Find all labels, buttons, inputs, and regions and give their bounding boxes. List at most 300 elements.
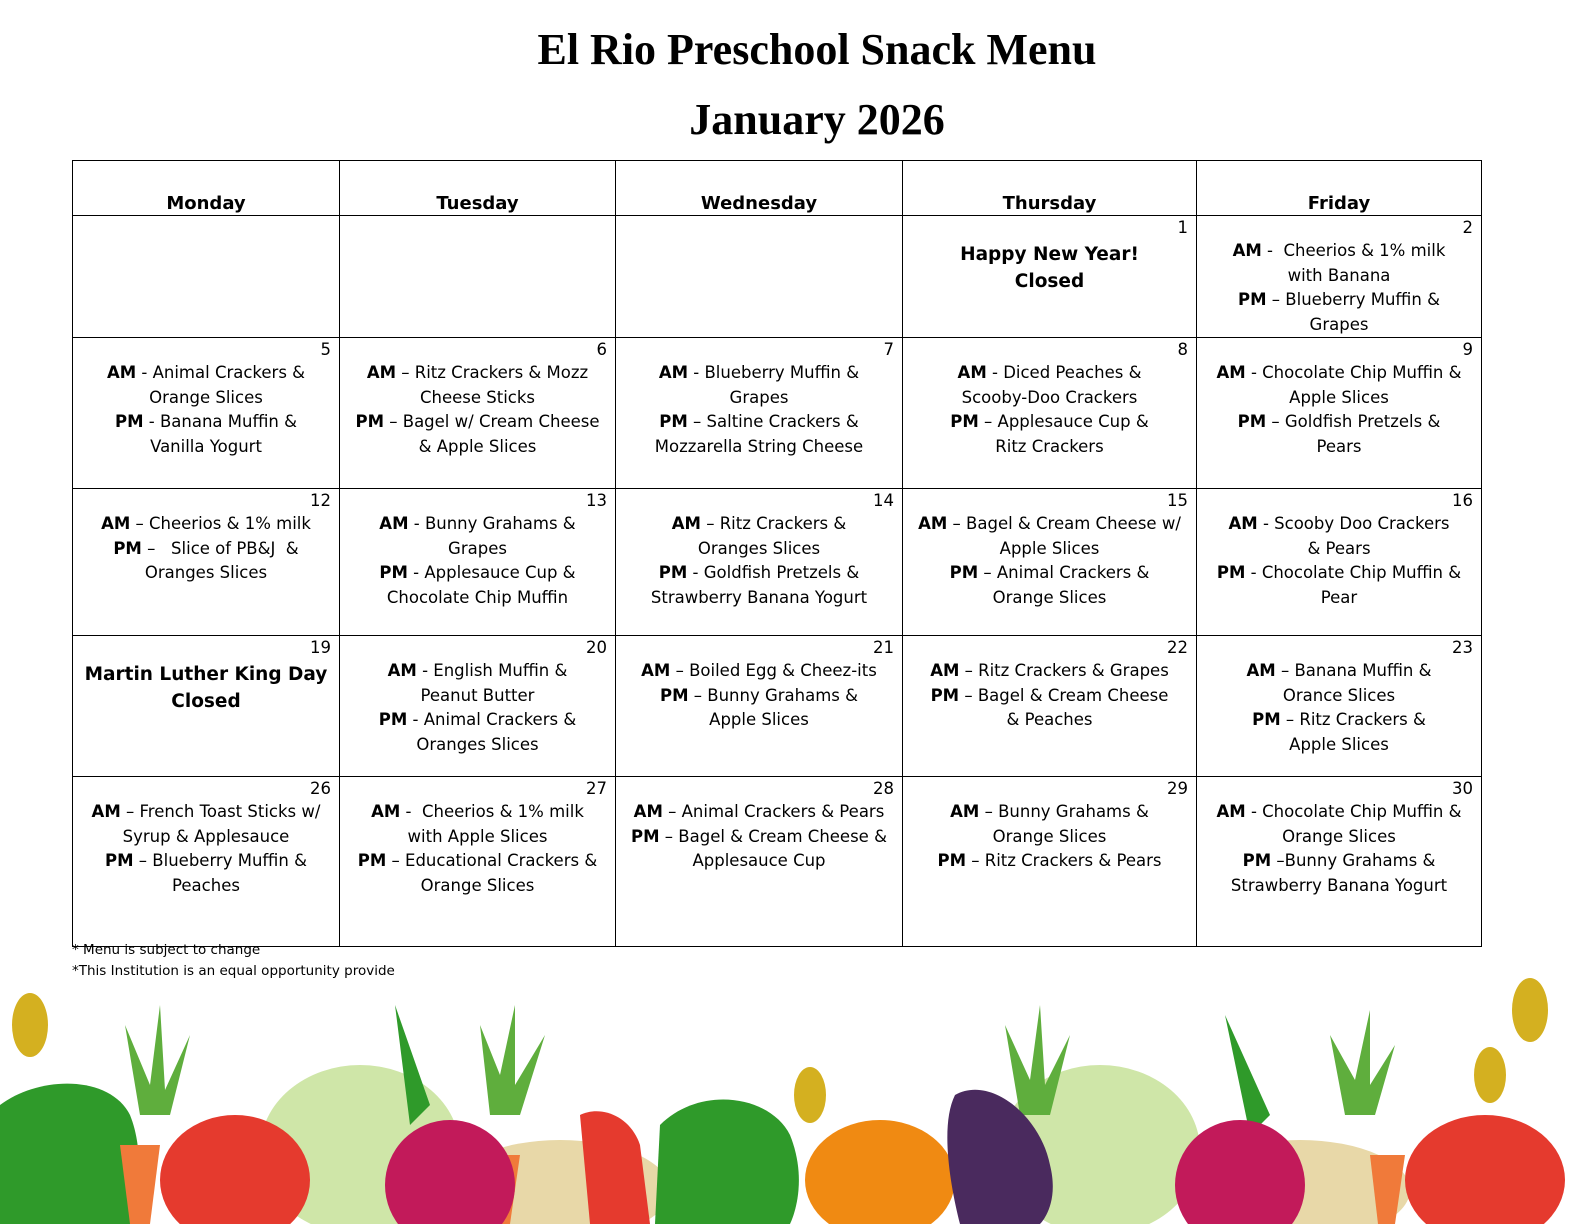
snack-line — [616, 825, 902, 850]
day-cell — [903, 216, 1197, 338]
snack-text: Chocolate Chip Muffin — [386, 587, 569, 607]
snack-line — [73, 800, 339, 825]
snack-text: - Bunny Grahams & — [408, 514, 576, 533]
meal-label: PM — [937, 851, 966, 870]
day-cell-inner — [616, 216, 902, 337]
snack-line — [616, 708, 902, 733]
meal-label: AM — [641, 661, 671, 680]
day-number: 7 — [883, 340, 894, 359]
meal-label: AM — [1228, 514, 1258, 533]
snack-line — [1197, 264, 1481, 289]
snack-line — [616, 361, 902, 386]
snack-line — [903, 386, 1196, 411]
snack-menu — [340, 636, 615, 757]
day-cell-inner — [903, 777, 1196, 946]
meal-label: PM — [379, 563, 408, 582]
snack-text: - English Muffin & — [416, 661, 568, 680]
snack-line — [903, 849, 1196, 874]
meal-label: AM — [101, 514, 131, 533]
snack-line — [340, 874, 615, 899]
snack-text: Orange Slices — [420, 875, 535, 895]
snack-text: - Chocolate Chip Muffin & — [1245, 563, 1462, 582]
snack-line — [903, 825, 1196, 850]
meal-label: PM — [1238, 290, 1267, 309]
snack-menu — [73, 489, 339, 586]
snack-line — [1197, 288, 1481, 313]
snack-menu — [1197, 489, 1481, 610]
snack-text: with Apple Slices — [407, 826, 548, 846]
snack-text: – Slice of PB&J & — [141, 538, 299, 558]
day-number: 1 — [1177, 218, 1188, 237]
day-cell-inner — [1197, 777, 1481, 946]
day-cell — [1197, 338, 1482, 489]
day-cell-inner — [73, 489, 339, 635]
day-cell — [1197, 777, 1482, 947]
snack-line — [340, 586, 615, 611]
snack-line — [73, 561, 339, 586]
snack-line — [340, 537, 615, 562]
snack-text: - Banana Muffin & — [143, 412, 297, 431]
snack-text: Cheese Sticks — [419, 387, 536, 407]
snack-text: – Banana Muffin & — [1275, 661, 1432, 680]
day-number: 21 — [873, 638, 894, 657]
snack-text: Strawberry Banana Yogurt — [1230, 875, 1448, 895]
snack-menu — [616, 489, 902, 610]
snack-line — [616, 537, 902, 562]
week-row — [73, 777, 1482, 947]
meal-label: PM — [949, 563, 979, 582]
day-cell-inner — [73, 216, 339, 337]
day-cell-inner — [903, 216, 1196, 337]
snack-line — [903, 512, 1196, 537]
snack-text: - Blueberry Muffin & — [688, 363, 860, 382]
snack-text: – Blueberry Muffin & — [133, 851, 307, 870]
snack-line — [340, 512, 615, 537]
snack-line — [340, 825, 615, 850]
day-cell-inner — [903, 489, 1196, 635]
day-cell — [340, 636, 616, 777]
snack-line — [1197, 561, 1481, 586]
meal-label: PM — [1216, 563, 1246, 582]
snack-text: – Bagel & Cream Cheese — [959, 685, 1169, 705]
day-cell-inner — [73, 338, 339, 488]
snack-line — [903, 708, 1196, 733]
snack-text: & Apple Slices — [418, 436, 537, 456]
closure-note-line: Martin Luther King Day — [84, 664, 328, 685]
day-cell — [616, 216, 903, 338]
day-cell — [340, 777, 616, 947]
snack-line — [903, 361, 1196, 386]
snack-text: – Blueberry Muffin & — [1266, 290, 1440, 309]
snack-line — [73, 874, 339, 899]
day-cell — [616, 489, 903, 636]
meal-label: PM — [378, 710, 408, 729]
meal-label: AM — [918, 514, 948, 533]
snack-text: Vanilla Yogurt — [150, 436, 262, 456]
snack-line — [73, 410, 339, 435]
snack-text: - Cheerios & 1% milk — [1261, 241, 1446, 260]
snack-text: Peanut Butter — [420, 685, 535, 705]
meal-label: PM — [658, 563, 688, 582]
day-cell-inner — [616, 338, 902, 488]
snack-text: – Ritz Crackers & Grapes — [959, 661, 1169, 680]
snack-line — [1197, 659, 1481, 684]
snack-line — [73, 537, 339, 562]
week-row — [73, 216, 1482, 338]
snack-line — [616, 659, 902, 684]
snack-text: - Goldfish Pretzels & — [687, 563, 860, 582]
snack-text: – Animal Crackers & Pears — [662, 802, 885, 821]
snack-text: Oranges Slices — [697, 538, 821, 558]
meal-label: PM — [1237, 412, 1267, 431]
snack-text: - Chocolate Chip Muffin & — [1245, 802, 1462, 821]
day-number: 12 — [310, 491, 331, 510]
meal-label: PM — [115, 412, 144, 431]
day-cell — [340, 338, 616, 489]
snack-menu — [1197, 636, 1481, 757]
snack-text: – Bagel & Cream Cheese w/ — [947, 514, 1181, 533]
snack-text: Apple Slices — [709, 710, 809, 729]
snack-line — [903, 659, 1196, 684]
snack-text: Orange Slices — [992, 826, 1107, 846]
snack-line — [340, 849, 615, 874]
meal-label: PM — [113, 538, 142, 558]
day-cell — [616, 777, 903, 947]
snack-line — [73, 512, 339, 537]
meal-label: PM — [660, 685, 689, 705]
snack-line — [616, 435, 902, 460]
meal-label: AM — [106, 363, 137, 382]
day-cell-inner — [903, 338, 1196, 488]
snack-line — [1197, 733, 1481, 758]
snack-text: & Pears — [1307, 538, 1371, 558]
snack-text: – Bagel & Cream Cheese & — [659, 826, 887, 846]
day-cell-inner — [1197, 636, 1481, 776]
snack-line — [1197, 800, 1481, 825]
snack-text: – Educational Crackers & — [386, 851, 598, 870]
day-cell — [1197, 489, 1482, 636]
snack-line — [340, 800, 615, 825]
day-cell — [903, 777, 1197, 947]
meal-label: AM — [387, 661, 417, 680]
snack-line — [73, 361, 339, 386]
closure-note — [73, 216, 339, 241]
day-cell — [1197, 636, 1482, 777]
snack-line — [340, 684, 615, 709]
week-row — [73, 338, 1482, 489]
snack-text: & Peaches — [1006, 710, 1093, 729]
snack-text: – Saltine Crackers & — [687, 412, 859, 431]
meal-label: AM — [1232, 241, 1262, 260]
meal-label: AM — [1216, 363, 1246, 382]
day-cell — [1197, 216, 1482, 338]
snack-menu — [340, 338, 615, 459]
snack-line — [340, 733, 615, 758]
snack-line — [903, 435, 1196, 460]
day-cell — [616, 636, 903, 777]
day-cell-inner — [73, 636, 339, 776]
snack-line — [903, 684, 1196, 709]
snack-text: –Bunny Grahams & — [1271, 851, 1436, 870]
meal-label: AM — [633, 802, 663, 821]
day-cell-inner — [340, 338, 615, 488]
snack-text: Pear — [1320, 587, 1358, 607]
snack-text: Applesauce Cup — [692, 851, 826, 870]
snack-line — [616, 561, 902, 586]
snack-line — [616, 586, 902, 611]
day-cell-inner — [903, 636, 1196, 776]
snack-text: Mozzarella String Cheese — [654, 436, 864, 456]
snack-text: Apple Slices — [1289, 387, 1389, 407]
snack-line — [616, 410, 902, 435]
closure-note — [73, 636, 339, 715]
snack-text: Scooby-Doo Crackers — [961, 387, 1138, 407]
snack-line — [340, 435, 615, 460]
footer-note-change: * Menu is subject to change — [72, 942, 261, 958]
snack-text: - Animal Crackers & — [136, 363, 306, 382]
snack-text: Grapes — [448, 538, 507, 558]
footer-note-equal-opportunity: *This Institution is an equal opportunity provide — [72, 963, 395, 979]
day-cell — [340, 489, 616, 636]
snack-text: Apple Slices — [999, 538, 1100, 558]
snack-text: – Applesauce Cup & — [978, 412, 1149, 431]
snack-line — [1197, 512, 1481, 537]
snack-menu — [340, 489, 615, 610]
page-title: El Rio Preschool Snack Menu — [537, 25, 1097, 74]
closure-note-line: Closed — [1014, 271, 1085, 292]
snack-text: Grapes — [729, 387, 789, 407]
weekday-wednesday: Wednesday — [616, 161, 903, 216]
day-cell-inner — [340, 489, 615, 635]
day-cell — [903, 636, 1197, 777]
day-number: 6 — [596, 340, 607, 359]
snack-text: Orance Slices — [1282, 685, 1396, 705]
snack-menu — [616, 777, 902, 874]
day-number: 22 — [1167, 638, 1188, 657]
snack-line — [903, 800, 1196, 825]
snack-line — [1197, 825, 1481, 850]
snack-text: - Applesauce Cup & — [407, 563, 576, 582]
snack-line — [1197, 361, 1481, 386]
day-number: 30 — [1452, 779, 1473, 798]
meal-label: AM — [671, 514, 701, 533]
day-cell — [340, 216, 616, 338]
snack-menu — [903, 777, 1196, 874]
snack-text: Ritz Crackers — [995, 436, 1104, 456]
day-number: 5 — [320, 340, 331, 359]
snack-text: - Animal Crackers & — [407, 710, 577, 729]
meal-label: PM — [1242, 851, 1272, 870]
snack-line — [903, 410, 1196, 435]
snack-line — [616, 800, 902, 825]
day-cell — [616, 338, 903, 489]
snack-line — [1197, 849, 1481, 874]
snack-line — [73, 435, 339, 460]
day-cell-inner — [1197, 216, 1481, 337]
snack-menu — [903, 489, 1196, 610]
day-cell — [73, 777, 340, 947]
snack-line — [73, 849, 339, 874]
snack-line — [340, 708, 615, 733]
day-number: 14 — [873, 491, 894, 510]
meal-label: AM — [1216, 802, 1246, 821]
meal-label: PM — [930, 685, 960, 705]
snack-text: Pears — [1316, 436, 1362, 456]
snack-line — [1197, 386, 1481, 411]
week-row — [73, 636, 1482, 777]
snack-text: – Ritz Crackers & Pears — [966, 851, 1162, 870]
snack-line — [1197, 537, 1481, 562]
day-number: 27 — [586, 779, 607, 798]
snack-text: with Banana — [1287, 265, 1391, 285]
day-number: 9 — [1462, 340, 1473, 359]
snack-menu — [1197, 216, 1481, 337]
snack-text: Orange Slices — [1282, 826, 1396, 846]
snack-line — [1197, 874, 1481, 899]
meal-label: PM — [355, 412, 385, 431]
day-cell — [73, 216, 340, 338]
snack-menu — [73, 777, 339, 898]
snack-text: Orange Slices — [149, 387, 263, 407]
snack-line — [1197, 410, 1481, 435]
snack-text: - Chocolate Chip Muffin & — [1245, 363, 1462, 382]
week-row — [73, 489, 1482, 636]
snack-line — [340, 659, 615, 684]
snack-menu — [73, 338, 339, 459]
snack-line — [73, 386, 339, 411]
snack-line — [616, 849, 902, 874]
snack-line — [340, 410, 615, 435]
snack-text: - Cheerios & 1% milk — [400, 802, 584, 821]
snack-text: Peaches — [172, 875, 240, 895]
meal-label: AM — [950, 802, 980, 821]
snack-text: Grapes — [1309, 314, 1369, 334]
snack-text: – Bunny Grahams & — [688, 685, 858, 705]
day-number: 20 — [586, 638, 607, 657]
day-number: 16 — [1452, 491, 1473, 510]
snack-menu — [616, 636, 902, 733]
snack-text: Orange Slices — [992, 587, 1107, 607]
snack-text: – Bunny Grahams & — [979, 802, 1149, 821]
day-cell — [903, 338, 1197, 489]
meal-label: PM — [105, 851, 134, 870]
snack-menu — [616, 338, 902, 459]
snack-line — [1197, 239, 1481, 264]
day-number: 2 — [1462, 218, 1473, 237]
meal-label: AM — [379, 514, 409, 533]
day-number: 26 — [310, 779, 331, 798]
vegetable-border-illustration — [0, 965, 1584, 1224]
snack-line — [1197, 313, 1481, 338]
snack-text: Apple Slices — [1289, 734, 1389, 754]
snack-line — [903, 537, 1196, 562]
menu-calendar — [72, 160, 1482, 947]
snack-text: Oranges Slices — [416, 734, 539, 754]
page-subtitle: January 2026 — [689, 95, 945, 144]
day-number: 19 — [310, 638, 331, 657]
snack-line — [340, 361, 615, 386]
day-cell — [903, 489, 1197, 636]
snack-line — [903, 561, 1196, 586]
snack-line — [1197, 586, 1481, 611]
day-cell — [73, 338, 340, 489]
snack-line — [340, 561, 615, 586]
weekday-tuesday: Tuesday — [340, 161, 616, 216]
snack-menu — [903, 636, 1196, 733]
snack-text: Oranges Slices — [144, 563, 268, 582]
meal-label: PM — [357, 851, 387, 870]
day-number: 28 — [873, 779, 894, 798]
meal-label: PM — [659, 412, 688, 431]
weekday-friday: Friday — [1197, 161, 1482, 216]
day-number: 13 — [586, 491, 607, 510]
vegetable-shapes — [0, 978, 1565, 1224]
snack-text: – Cheerios & 1% milk — [130, 514, 311, 533]
day-cell-inner — [73, 777, 339, 946]
day-cell — [73, 489, 340, 636]
snack-line — [616, 512, 902, 537]
meal-label: AM — [91, 802, 121, 821]
snack-text: – Animal Crackers & — [978, 563, 1150, 582]
snack-line — [340, 386, 615, 411]
snack-text: Strawberry Banana Yogurt — [650, 587, 868, 607]
day-number: 8 — [1177, 340, 1188, 359]
weekday-header-row — [73, 161, 1482, 216]
snack-text: – Goldfish Pretzels & — [1266, 412, 1441, 431]
snack-line — [1197, 708, 1481, 733]
snack-menu — [903, 338, 1196, 459]
closure-note-line: Closed — [171, 691, 241, 712]
snack-text: - Scooby Doo Crackers — [1257, 514, 1450, 533]
weekday-thursday: Thursday — [903, 161, 1197, 216]
meal-label: AM — [1246, 661, 1276, 680]
day-cell-inner — [1197, 489, 1481, 635]
closure-note — [616, 216, 902, 241]
meal-label: AM — [930, 661, 960, 680]
snack-line — [1197, 684, 1481, 709]
snack-menu — [1197, 777, 1481, 898]
meal-label: AM — [957, 363, 987, 382]
day-cell-inner — [616, 636, 902, 776]
weekday-monday: Monday — [73, 161, 340, 216]
snack-text: – Ritz Crackers & — [700, 514, 847, 533]
snack-text: – French Toast Sticks w/ — [120, 802, 321, 821]
snack-text: – Ritz Crackers & — [1280, 710, 1426, 729]
snack-text: – Bagel w/ Cream Cheese — [384, 412, 600, 431]
day-cell-inner — [340, 777, 615, 946]
snack-menu — [340, 777, 615, 898]
day-cell — [73, 636, 340, 777]
snack-line — [903, 586, 1196, 611]
day-number: 23 — [1452, 638, 1473, 657]
closure-note — [903, 216, 1196, 295]
closure-note — [340, 216, 615, 241]
snack-text: Syrup & Applesauce — [122, 826, 290, 846]
day-number: 15 — [1167, 491, 1188, 510]
snack-line — [73, 825, 339, 850]
snack-line — [616, 386, 902, 411]
snack-text: – Ritz Crackers & Mozz — [396, 363, 589, 382]
snack-menu — [1197, 338, 1481, 459]
day-cell-inner — [616, 489, 902, 635]
snack-line — [616, 684, 902, 709]
snack-text: - Diced Peaches & — [986, 363, 1142, 382]
day-cell-inner — [1197, 338, 1481, 488]
meal-label: AM — [366, 363, 397, 382]
meal-label: PM — [950, 412, 979, 431]
day-cell-inner — [616, 777, 902, 946]
day-cell-inner — [340, 636, 615, 776]
